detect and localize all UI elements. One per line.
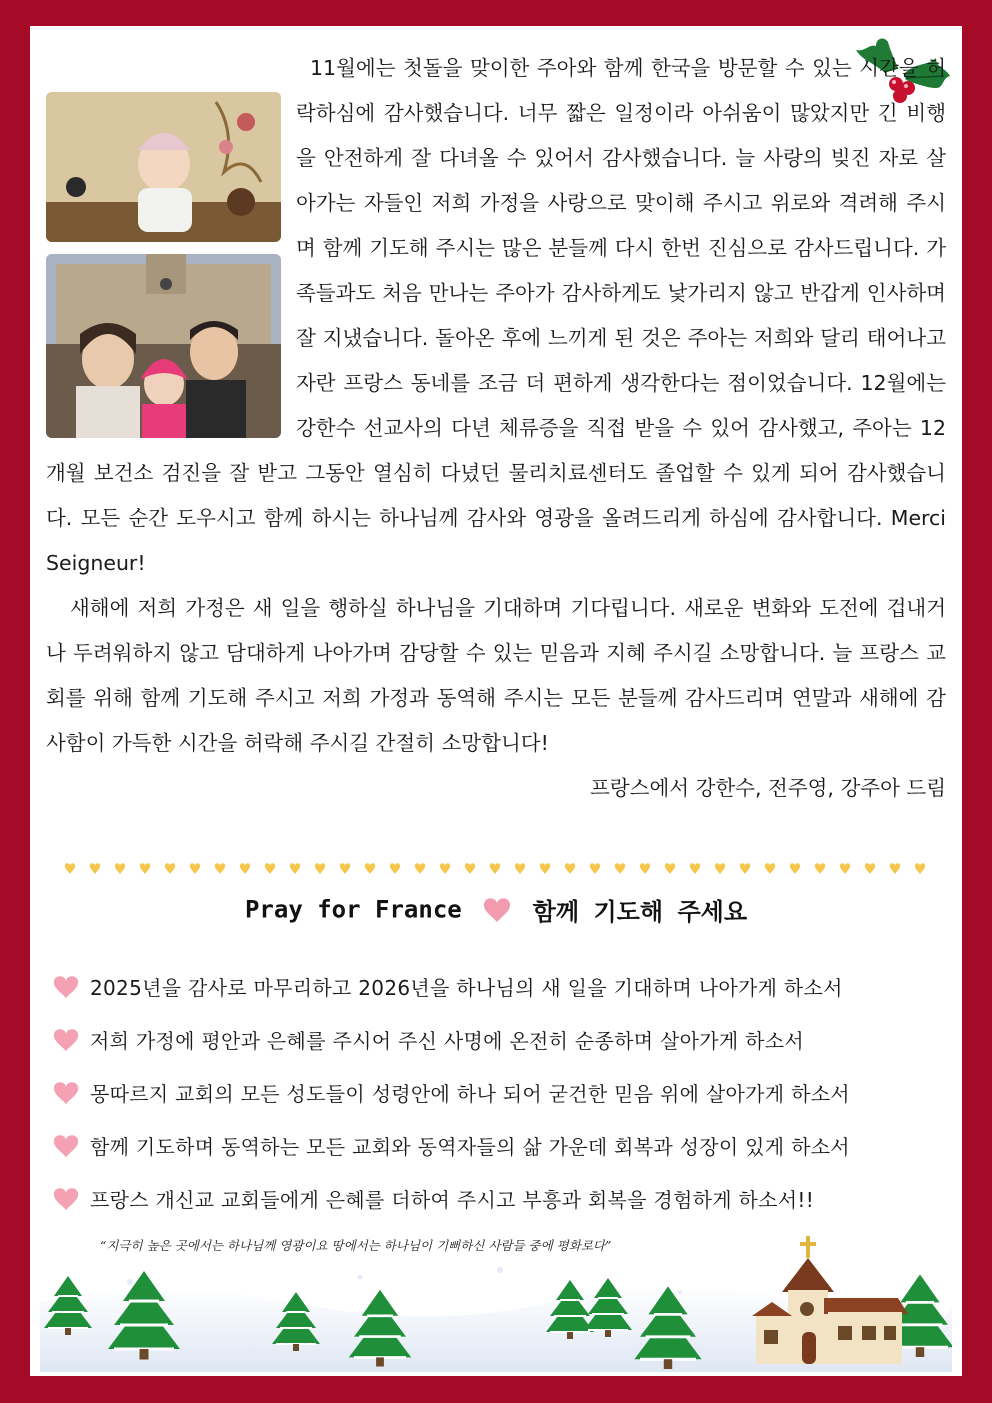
small-heart-icon	[440, 863, 450, 874]
bible-verse: “지극히 높은 곳에서는 하나님께 영광이요 땅에서는 하나님이 기뻐하신 사람들 중에 평화로다”	[100, 1238, 612, 1253]
small-heart-icon	[165, 863, 175, 874]
small-heart-icon	[790, 863, 800, 874]
tree-icon	[584, 1278, 632, 1337]
letter-paragraph-2: 새해에 저희 가정은 새 일을 행하실 하나님을 기대하며 기다립니다. 새로운 변화와 도전에 겁내거나 두려워하지 않고 담대하게 나아가며 감당할 수 있는 믿음과 지혜 주시길 소망합니다. 늘 프랑스 교회를 위해 함께 기도해 주시고 저희 가정과 동역해 주시는 모든 분들께 감사드리며 연말과 새해에 감사함이 가득한 시간을 허락해 주시길 간절히 소망합니다!	[46, 596, 946, 755]
prayer-text: 2025년을 감사로 마무리하고 2026년을 하나님의 새 일을 기대하며 나아가게 하소서	[90, 976, 843, 1000]
tree-icon	[634, 1286, 701, 1369]
small-heart-icon	[240, 863, 250, 874]
small-heart-icon	[565, 863, 575, 874]
small-heart-icon	[90, 863, 100, 874]
small-heart-icon	[265, 863, 275, 874]
letter-body	[46, 46, 946, 811]
prayer-text: 저희 가정에 평안과 은혜를 주시어 주신 사명에 온전히 순종하며 살아가게 하소서	[90, 1029, 805, 1053]
prayer-text: 함께 기도하며 동역하는 모든 교회와 동역자들의 삶 가운데 회복과 성장이 있게 하소서	[90, 1135, 850, 1159]
photo-column	[46, 46, 286, 438]
prayer-item	[52, 1013, 942, 1066]
small-heart-icon	[490, 863, 500, 874]
tree-icon	[44, 1276, 92, 1335]
prayer-item	[52, 1172, 942, 1225]
small-heart-icon	[390, 863, 400, 874]
letter-signature: 프랑스에서 강한수, 전주영, 강주아 드림	[590, 776, 946, 800]
small-heart-icon	[640, 863, 650, 874]
heart-icon	[52, 1133, 80, 1159]
prayer-text: 프랑스 개신교 교회들에게 은혜를 더하여 주시고 부흥과 회복을 경험하게 하소서!!	[90, 1188, 815, 1212]
pray-title-en: Pray for France	[244, 895, 462, 924]
tree-icon	[349, 1290, 411, 1367]
small-heart-icon	[290, 863, 300, 874]
tree-group	[40, 1222, 952, 1372]
prayer-item	[52, 1119, 942, 1172]
small-heart-icon	[890, 863, 900, 874]
prayer-list	[52, 960, 942, 1225]
tree-icon	[546, 1280, 594, 1339]
small-heart-icon	[215, 863, 225, 874]
small-heart-icon	[690, 863, 700, 874]
small-heart-icon	[915, 863, 925, 874]
heart-icon	[482, 896, 512, 924]
small-heart-icon	[840, 863, 850, 874]
letter-paragraph-1: 11월에는 첫돌을 맞이한 주아와 함께 한국을 방문할 수 있는 시간을 허락하심에 감사했습니다. 너무 짧은 일정이라 아쉬움이 많았지만 긴 비행을 안전하게 잘 다녀올 수 있어서 감사했습니다. 늘 사랑의 빚진 자로 살아가는 자들인 저희 가정을 사랑으로 맞이해 주시고 위로와 격려해 주시며 함께 기도해 주시는 많은 분들께 다시 한번 진심으로 감사드립니다. 가족들과도 처음 만나는 주아가 감사하게도 낯가리지 않고 반갑게 인사하며 잘 지냈습니다. 돌아온 후에 느끼게 된 것은 주아는 저희와 달리 태어나고 자란 프랑스 동네를 조금 더 편하게 생각한다는 점이었습니다. 12월에는 강한수 선교사의 다년 체류증을 직접 받을 수 있어 감사했고, 주아는 12개월 보건소 검진을 잘 받고 그동안 열심히 다녔던 물리치료센터도 졸업할 수 있게 되어 감사했습니다. 모든 순간 도우시고 함께 하시는 하나님께 감사와 영광을 올려드리게 하심에 감사합니다. Merci Seigneur!	[46, 56, 946, 575]
small-heart-icon	[190, 863, 200, 874]
small-heart-icon	[115, 863, 125, 874]
small-heart-icon	[465, 863, 475, 874]
heart-icon	[52, 974, 80, 1000]
small-heart-icon	[765, 863, 775, 874]
small-heart-icon	[615, 863, 625, 874]
prayer-item	[52, 960, 942, 1013]
heart-icon	[52, 1080, 80, 1106]
small-heart-icon	[515, 863, 525, 874]
tree-icon	[108, 1271, 180, 1360]
small-heart-icon	[865, 863, 875, 874]
small-heart-icon	[815, 863, 825, 874]
tree-icon	[272, 1292, 320, 1351]
small-heart-icon	[715, 863, 725, 874]
newsletter-page	[30, 26, 962, 1376]
small-heart-icon	[665, 863, 675, 874]
small-heart-icon	[65, 863, 75, 874]
prayer-item	[52, 1066, 942, 1119]
prayer-text: 몽따르지 교회의 모든 성도들이 성령안에 하나 되어 굳건한 믿음 위에 살아가게 하소서	[90, 1082, 850, 1106]
small-heart-icon	[415, 863, 425, 874]
church-icon	[752, 1236, 908, 1364]
family-photo	[46, 254, 281, 438]
small-heart-icon	[590, 863, 600, 874]
heart-icon	[52, 1027, 80, 1053]
pray-title-ko: 함께 기도해 주세요	[532, 898, 748, 926]
baby-dol-photo	[46, 92, 281, 242]
small-heart-icon	[340, 863, 350, 874]
heart-divider	[64, 860, 934, 878]
small-heart-icon	[315, 863, 325, 874]
small-heart-icon	[740, 863, 750, 874]
pray-title	[30, 892, 962, 927]
winter-footer	[40, 1222, 952, 1372]
small-heart-icon	[365, 863, 375, 874]
heart-icon	[52, 1186, 80, 1212]
small-heart-icon	[540, 863, 550, 874]
small-heart-icon	[140, 863, 150, 874]
